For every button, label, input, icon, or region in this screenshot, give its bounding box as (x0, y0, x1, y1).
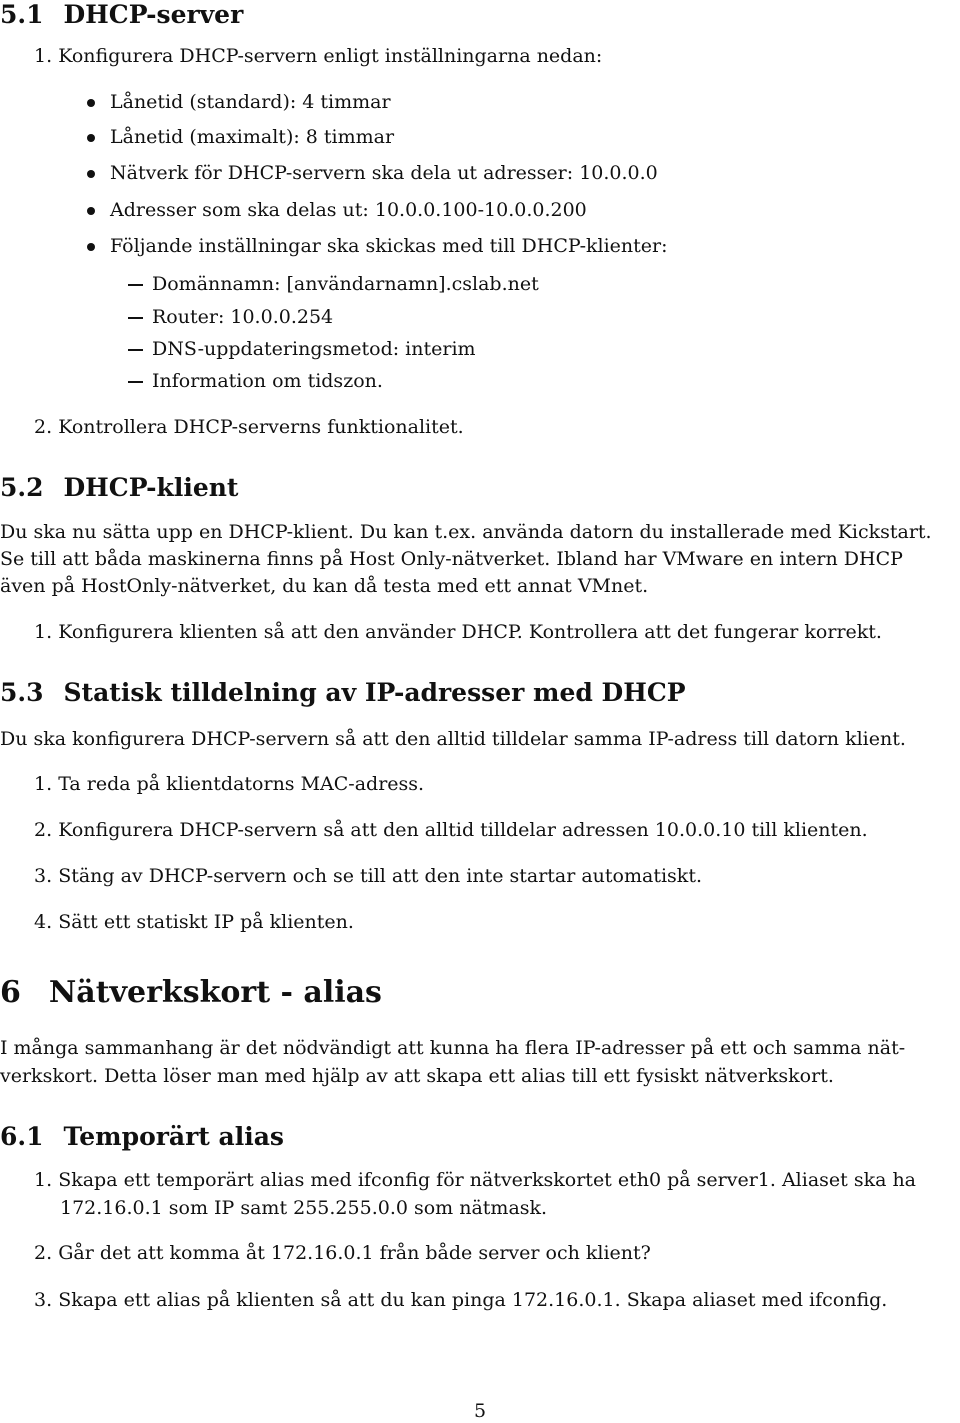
sub-item: Information om tidszon. (152, 370, 383, 392)
bullet-icon (87, 170, 95, 178)
section-number: 6.1 (0, 1122, 44, 1151)
item-text: Konfigurera klienten så att den använder DHCP. Kontrollera att det fungerar korrekt. (58, 621, 882, 643)
item-text: Stäng av DHCP-servern och se till att den inte startar automatiskt. (58, 865, 702, 887)
section-5-3-heading (0, 678, 686, 708)
section-title: DHCP-klient (63, 473, 239, 502)
list-item (34, 415, 464, 439)
bullet-item: Lånetid (standard): 4 timmar (110, 91, 391, 113)
section-title: Temporärt alias (63, 1122, 285, 1151)
bullet-icon (87, 99, 95, 107)
section-number: 5.1 (0, 0, 44, 29)
dash-icon (128, 284, 143, 286)
item-number: 1. (34, 1169, 53, 1191)
list-item (34, 1241, 651, 1265)
item-text-continuation: 172.16.0.1 som IP samt 255.255.0.0 som nätmask. (60, 1197, 548, 1219)
paragraph-line: Du ska nu sätta upp en DHCP-klient. Du kan t.ex. använda datorn du installerade med Kickstart. (0, 521, 932, 543)
item-number: 3. (34, 1289, 53, 1311)
bullet-item: Lånetid (maximalt): 8 timmar (110, 126, 395, 148)
list-item (34, 1168, 916, 1192)
section-number: 6 (0, 975, 21, 1010)
item-number: 2. (34, 1242, 53, 1264)
section-title: DHCP-server (63, 0, 244, 29)
list-item (34, 772, 424, 796)
bullet-icon (87, 134, 95, 142)
item-text: Konfigurera DHCP-servern så att den alltid tilldelar adressen 10.0.0.10 till klienten. (58, 819, 868, 841)
paragraph-line: även på HostOnly-nätverket, du kan då testa med ett annat VMnet. (0, 575, 649, 597)
list-item (34, 818, 868, 842)
paragraph-line: Se till att båda maskinerna finns på Host Only-nätverket. Ibland har VMware en intern DHCP (0, 548, 903, 570)
bullet-icon (87, 243, 95, 251)
item-number: 3. (34, 865, 53, 887)
bullet-icon (87, 207, 95, 215)
item-number: 1. (34, 773, 53, 795)
page-number: 5 (474, 1400, 487, 1422)
chapter-6-heading (0, 975, 382, 1011)
item-text: Sätt ett statiskt IP på klienten. (58, 911, 354, 933)
sub-item: DNS-uppdateringsmetod: interim (152, 338, 476, 360)
item-number: 1. (34, 45, 53, 67)
section-5-2-heading (0, 473, 238, 503)
list-item (34, 864, 702, 888)
item-number: 2. (34, 416, 53, 438)
dash-icon (128, 349, 143, 351)
item-number: 1. (34, 621, 53, 643)
item-number: 4. (34, 911, 53, 933)
paragraph-line: I många sammanhang är det nödvändigt att kunna ha flera IP-adresser på ett och samma nät- (0, 1037, 906, 1059)
section-6-1-heading (0, 1122, 284, 1152)
item-text: Kontrollera DHCP-serverns funktionalitet. (58, 416, 464, 438)
item-number: 2. (34, 819, 53, 841)
item-text: Skapa ett alias på klienten så att du kan pinga 172.16.0.1. Skapa aliaset med ifconfig. (58, 1289, 888, 1311)
section-number: 5.3 (0, 678, 44, 707)
bullet-item: Följande inställningar ska skickas med till DHCP-klienter: (110, 235, 668, 257)
paragraph-line: Du ska konfigurera DHCP-servern så att den alltid tilldelar samma IP-adress till datorn klient. (0, 728, 906, 750)
list-item (34, 620, 882, 644)
dash-icon (128, 381, 143, 383)
section-number: 5.2 (0, 473, 44, 502)
sub-item: Router: 10.0.0.254 (152, 306, 334, 328)
item-text: Ta reda på klientdatorns MAC-adress. (58, 773, 425, 795)
bullet-item: Adresser som ska delas ut: 10.0.0.100-10.0.0.200 (110, 199, 587, 221)
list-item (34, 1288, 887, 1312)
item-text: Går det att komma åt 172.16.0.1 från både server och klient? (58, 1242, 651, 1264)
section-title: Nätverkskort - alias (48, 975, 382, 1010)
dash-icon (128, 317, 143, 319)
bullet-item: Nätverk för DHCP-servern ska dela ut adresser: 10.0.0.0 (110, 162, 658, 184)
list-item (34, 910, 354, 934)
sub-item: Domännamn: [användarnamn].cslab.net (152, 273, 539, 295)
paragraph-line: verkskort. Detta löser man med hjälp av att skapa ett alias till ett fysiskt nätverkskort. (0, 1065, 834, 1087)
section-5-1-heading (0, 0, 243, 30)
item-text: Skapa ett temporärt alias med ifconfig för nätverkskortet eth0 på server1. Aliaset ska ha (58, 1169, 917, 1191)
section-title: Statisk tilldelning av IP-adresser med DHCP (63, 678, 686, 707)
list-item (34, 44, 602, 68)
item-text: Konfigurera DHCP-servern enligt inställningarna nedan: (58, 45, 603, 67)
